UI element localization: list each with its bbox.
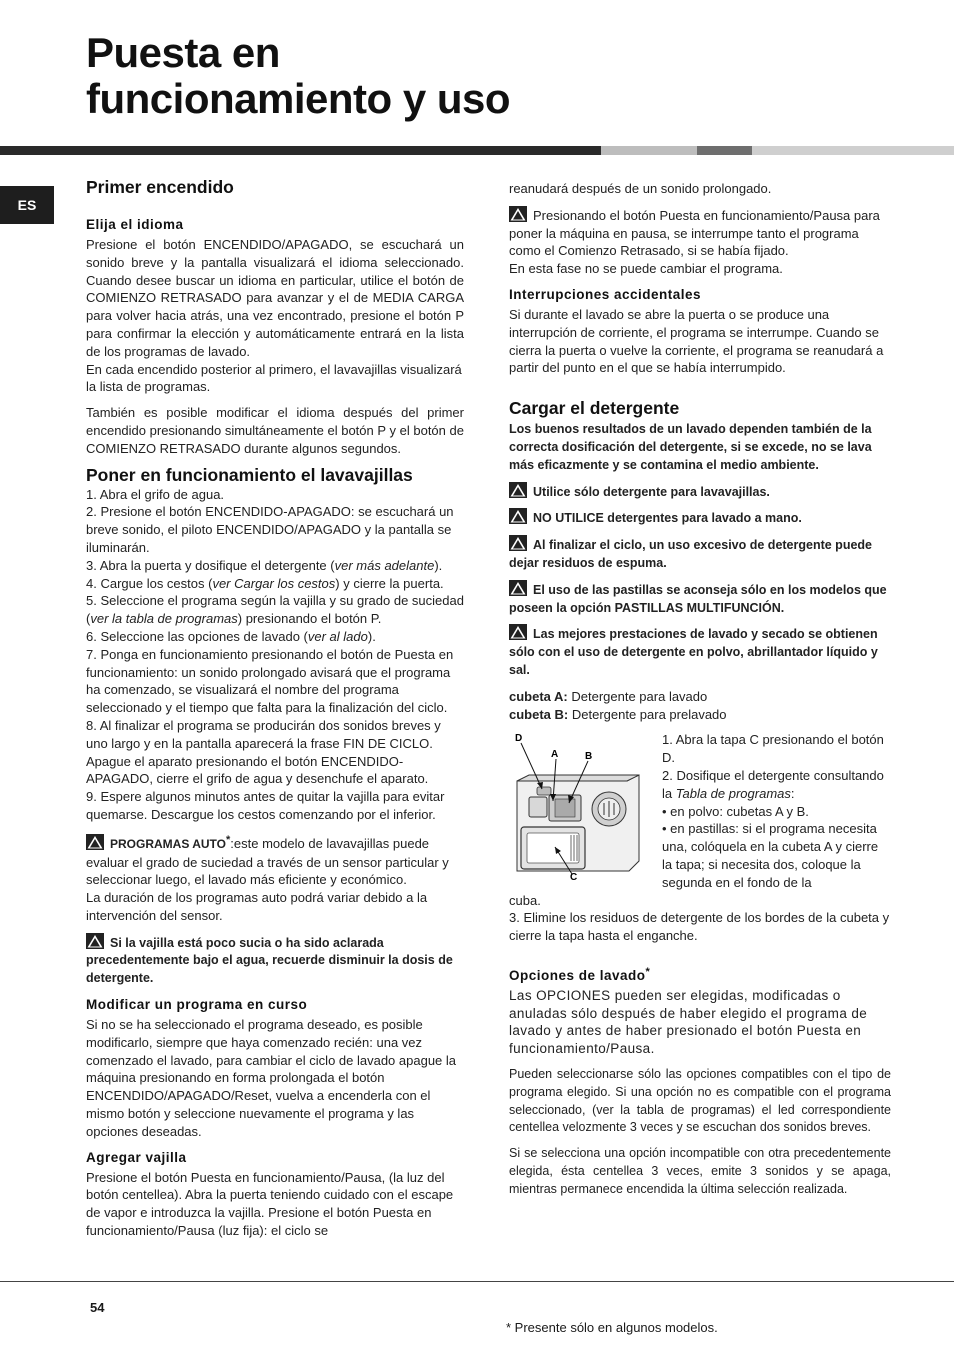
page-title-line2: funcionamiento y uso	[86, 75, 511, 122]
figure-label-d: D	[515, 733, 523, 745]
list-item: 9. Espere algunos minutos antes de quitar la vajilla para evitar quemarse. Descargue los cestos comenzando por el inferior.	[86, 789, 445, 822]
header-bar-mid	[697, 146, 752, 155]
section-title-poner-funcionamiento: Poner en funcionamiento el lavavajillas	[86, 464, 413, 485]
page-title-line1: Puesta en	[86, 29, 280, 76]
footer-divider	[0, 1281, 954, 1282]
page-number: 54	[90, 1300, 105, 1315]
language-tab: ES	[0, 186, 54, 224]
list-item: 3. Elimine los residuos de detergente de los bordes de la cubeta y cierre la tapa hasta el enganche.	[509, 910, 890, 944]
subtitle-modificar-programa: Modificar un programa en curso	[86, 997, 308, 1013]
subtitle-interrupciones: Interrupciones accidentales	[509, 286, 702, 302]
list-item: 3. Abra la puerta y dosifique el detergente (ver más adelante).	[86, 557, 443, 573]
warning-icon	[509, 482, 527, 498]
list-item: 1. Abra el grifo de agua.	[86, 486, 225, 502]
list-item: 5. Seleccione el programa según la vajilla y su grado de suciedad (ver la tabla de programas) presionando el botón P.	[86, 593, 464, 627]
dispenser-b: cubeta B: Detergente para prelavado	[509, 706, 727, 722]
list-item: 7. Ponga en funcionamiento presionando el botón de Puesta en funcionamiento: un sonido prolongado avisará que el programa ha comenzado, se visualizará el nombre del programa seleccionado y el tiempo que falta para la finalización del ciclo.	[86, 646, 454, 716]
warning-note: Al finalizar el ciclo, un uso excesivo de detergente puede dejar residuos de espuma.	[509, 535, 891, 573]
figure-label-a: A	[551, 749, 559, 761]
auto-programs-note: PROGRAMAS AUTO*:este modelo de lavavajillas puede evaluar el grado de suciedad a través de un sensor particular y seleccionar luego, el lavado más eficiente y económico.	[86, 833, 449, 888]
warning-note: Si la vajilla está poco sucia o ha sido aclarada precedentemente bajo el agua, recuerde disminuir la dosis de detergente.	[86, 933, 464, 988]
paragraph: Si durante el lavado se abre la puerta o se produce una interrupción de corriente, el programa se interrumpe. Cuando se cierra la puerta o vuelve la corriente, el programa se reanudará a partir del punto en el que se había interrumpido.	[509, 306, 884, 376]
figure-label-b: B	[585, 751, 593, 763]
paragraph: La duración de los programas auto podrá variar debido a la intervención del sensor.	[86, 890, 428, 923]
list-item: 6. Seleccione las opciones de lavado (ver al lado).	[86, 628, 376, 644]
detergent-dispenser-illustration	[509, 731, 644, 881]
list-item: 8. Al finalizar el programa se producirán dos sonidos breves y uno largo y en la pantalla aparecerá la frase FIN DE CICLO. Apague el aparato presionando el botón ENCENDIDO-APAGADO, cierre el grifo de agua y desenchufe el aparato.	[86, 717, 441, 787]
right-column	[509, 180, 891, 1199]
paragraph: Si no se ha seleccionado el programa deseado, es posible modificarlo, siempre que haya comenzado recién: una vez comenzado el lavado, para cambiar el ciclo de lavado apague la máquina presionando en forma prolongada el botón ENCENDIDO/APAGADO/Reset, vuelva a encenderla con el mismo botón y seleccione nuevamente el programa y las opciones deseadas.	[86, 1017, 457, 1139]
subtitle-elija-idioma: Elija el idioma	[86, 217, 184, 232]
list-item: 2. Presione el botón ENCENDIDO-APAGADO: se escuchará un breve sonido, el piloto ENCENDIDO/APAGADO y la pantalla se iluminarán.	[86, 504, 454, 555]
warning-icon	[86, 834, 104, 850]
subtitle-agregar-vajilla: Agregar vajilla	[86, 1149, 187, 1165]
warning-note: El uso de las pastillas se aconseja sólo en los modelos que poseen la opción PASTILLAS MULTIFUNCIÓN.	[509, 580, 891, 618]
page-title	[86, 30, 510, 122]
paragraph: Presione el botón ENCENDIDO/APAGADO, se escuchará un sonido breve y la pantalla visualizará el idioma seleccionado. Cuando desee buscar un idioma en particular, utilice el botón de COMIENZO RETRASADO para avanzar y el de MEDIA CARGA para volver hacia atrás, una vez encontrado, presione el botón P para confirmar la elección y automáticamente entrará en la lista de los programas de lavado.	[86, 237, 464, 359]
list-item: 4. Cargue los cestos (ver Cargar los cestos) y cierre la puerta.	[86, 575, 444, 591]
header-bar-light	[601, 146, 697, 155]
paragraph: En esta fase no se puede cambiar el programa.	[509, 261, 783, 277]
warning-note: Utilice sólo detergente para lavavajillas.	[509, 482, 891, 502]
paragraph: Las OPCIONES pueden ser elegidas, modificadas o anuladas sólo después de haber elegido el programa de lavado y antes de haber presionado el botón Puesta en funcionamiento/Pausa.	[509, 987, 868, 1057]
subtitle-opciones-lavado: Opciones de lavado*	[509, 965, 651, 983]
header-bar-dark	[0, 146, 601, 155]
paragraph: También es posible modificar el idioma después del primer encendido presionando simultáneamente el botón P y el botón de COMIENZO RETRASADO durante algunos segundos.	[86, 405, 464, 456]
list-item: • en pastillas: si el programa necesita una, colóquela en la cubeta A y cierre la tapa; si necesita dos, coloque la segunda en el fondo de la	[662, 821, 879, 890]
list-item: 2. Dosifique el detergente consultando la Tabla de programas:	[662, 767, 884, 801]
warning-icon	[509, 624, 527, 640]
figure-label-c: C	[570, 872, 578, 882]
paragraph: reanudará después de un sonido prolongado.	[509, 181, 772, 196]
footnote: * Presente sólo en algunos modelos.	[506, 1320, 718, 1335]
paragraph: Los buenos resultados de un lavado dependen también de la correcta dosificación del detergente, si se excede, no se lava más eficazmente y se contamina el medio ambiente.	[509, 422, 872, 472]
warning-icon	[509, 508, 527, 524]
figure-instructions	[662, 731, 891, 891]
header-bar-light-end	[752, 146, 954, 155]
warning-note: Presionando el botón Puesta en funcionamiento/Pausa para poner la máquina en pausa, se interrumpe tanto el programa como el Comienzo Retrasado, si se había fijado.	[509, 207, 880, 259]
paragraph: Presione el botón Puesta en funcionamiento/Pausa, (la luz del botón centellea). Abra la puerta teniendo cuidado con el escape de vapor e introduzca la vajilla. Presione el botón Puesta en funcionamiento/Pausa (luz fija): el ciclo se	[86, 1169, 454, 1239]
warning-icon	[509, 580, 527, 596]
warning-icon	[509, 535, 527, 551]
dispenser-a: cubeta A: Detergente para lavado	[509, 688, 708, 704]
warning-icon	[509, 206, 527, 222]
section-title-cargar-detergente: Cargar el detergente	[509, 398, 680, 419]
warning-note: NO UTILICE detergentes para lavado a mano.	[509, 508, 891, 528]
paragraph: Pueden seleccionarse sólo las opciones compatibles con el tipo de programa elegido. Si una opción no es compatible con el programa seleccionado, (ver la tabla de programas) el led correspondiente centellea velozmente 3 veces y se escuchan dos sonidos breves.	[509, 1067, 891, 1135]
warning-icon	[86, 933, 104, 949]
detergent-figure-block	[509, 731, 891, 891]
list-item: 1. Abra la tapa C presionando el botón D.	[662, 732, 884, 766]
paragraph: En cada encendido posterior al primero, el lavavajillas visualizará la lista de programas.	[86, 361, 462, 395]
warning-note: Las mejores prestaciones de lavado y secado se obtienen sólo con el uso de detergente en polvo, abrillantador líquido y sal.	[509, 624, 891, 679]
paragraph: cuba.	[509, 892, 541, 908]
paragraph: Si se selecciona una opción incompatible con otra precedentemente elegida, ésta centellea 3 veces, emite 3 sonidos y se apaga, mientras permanece encendida la última selección realizada.	[509, 1146, 891, 1196]
section-title-primer-encendido: Primer encendido	[86, 177, 234, 197]
left-column	[86, 176, 464, 1240]
list-item: • en polvo: cubetas A y B.	[662, 803, 809, 819]
